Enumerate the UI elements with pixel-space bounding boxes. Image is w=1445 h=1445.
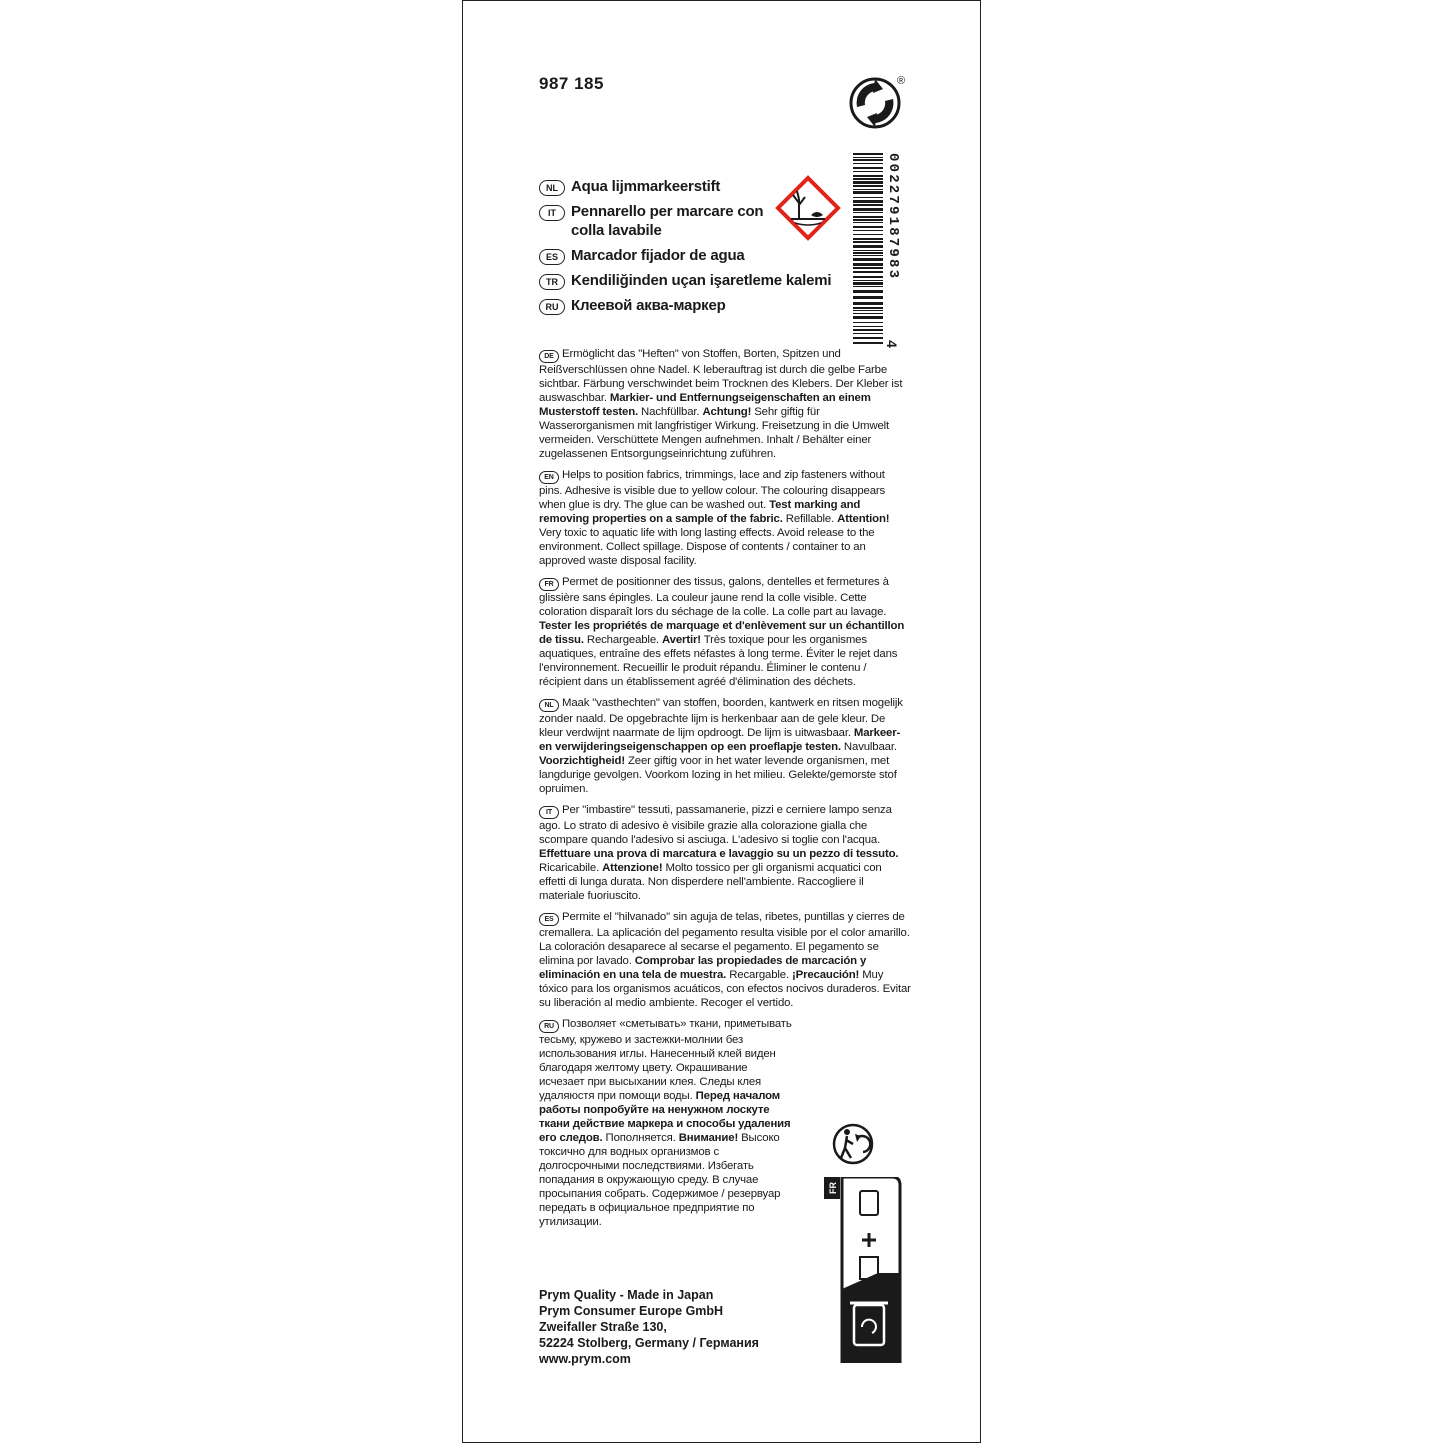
lang-badge: ES [539, 249, 565, 265]
lang-badge: ES [539, 913, 559, 926]
lang-badge: DE [539, 350, 559, 363]
product-name-tr: TR Kendiliğinden uçan işaretleme kalemi [539, 271, 799, 290]
triman-panel-label: FR [828, 1182, 838, 1194]
lang-badge: EN [539, 471, 559, 484]
lang-badge: TR [539, 274, 565, 290]
product-name-es: ES Marcador fijador de agua [539, 246, 799, 265]
description-ru: RU Позволяет «сметывать» ткани, приметывать тесьму, кружево и застежки-молнии без использования иглы. Нанесенный клей виден благодаря желтому цвету. Окрашивание исчезает при высыхании клея. Следы клея удаляюстя при помощи воды. Перед началом работы попробуйте на ненужном лоскуте ткани действие маркера и способы удаления его следов. Пополняется. Внимание! Высоко токсично для водных организмов с долгосрочными последствиями. Избегать попадания в окружающую среду. В случае просыпания собрать. Содержимое / резервуар передать в официальное предприятие по утилизации. [539, 1018, 792, 1228]
lang-badge: RU [539, 299, 565, 315]
product-name-nl: NL Aqua lijmmarkeerstift [539, 177, 799, 196]
description-en: EN Helps to position fabrics, trimmings, lace and zip fasteners without pins. Adhesive is visible due to yellow colour. The colouring disappears when glue is dry. The glue can be washed out. Test marking and removing properties on a sample of the fabric. Refillable. Attention! Very toxic to aquatic life with long lasting effects. Avoid release to the environment. Collect spillage. Dispose of contents / container to an approved waste disposal facility. [539, 469, 890, 567]
description-it: IT Per "imbastire" tessuti, passamanerie, pizzi e cerniere lampo senza ago. Lo strato di adesivo è visibile grazie alla colorazione gialla che scompare quando l'adesivo si asciuga. L'adesivo si toglie con l'acqua. Effettuare una prova di marcatura e lavaggio su un pezzo di tessuto. Ricaricabile. Attenzione! Molto tossico per gli organismi acquatici con effetti di lunga durata. Non disperdere nell'ambiente. Raccogliere il materiale fuoriuscito. [539, 804, 899, 902]
product-name-ru: RU Клеевой аква-маркер [539, 296, 799, 315]
triman-icon [831, 1118, 875, 1170]
description-fr: FR Permet de positionner des tissus, galons, dentelles et fermetures à glissière sans épingles. La couleur jaune rend la colle visible. Cette coloration disparaît lors du séchage de la colle. La colle part au lavage. Tester les propriétés de marquage et d'enlèvement sur un échantillon de tissu. Rechargeable. Avertir! Très toxique pour les organismes aquatiques, entraîne des effets néfastes à long terme. Éviter le rejet dans l'environnement. Recueillir le produit répandu. Éliminer le contenu / récipient dans un établissement agréé d'élimination des déchets. [539, 576, 905, 688]
manufacturer-info: Prym Quality - Made in Japan Prym Consumer Europe GmbH Zweifaller Straße 130, 52224 Stolberg, Germany / Германия www.prym.com [539, 1288, 759, 1366]
description-es: ES Permite el "hilvanado" sin aguja de telas, ribetes, puntillas y cierres de cremallera. La aplicación del pegamento resulta visible por el color amarillo. La coloración desaparece al secarse el pegamento. El pegamento se elimina por lavado. Comprobar las propiedades de marcación y eliminación en una tela de muestra. Recargable. ¡Precaución! Muy tóxico para los organismos acuáticos, con efectos nocivos duraderos. Evitar su liberación al medio ambiente. Recoger el vertido. [539, 911, 911, 1009]
lang-badge: NL [539, 180, 565, 196]
lang-badge: IT [539, 205, 565, 221]
barcode-first-digit: 4 [883, 340, 900, 348]
descriptions [539, 347, 911, 1236]
description-nl: NL Maak "vasthechten" van stoffen, boorden, kantwerk en ritsen mogelijk zonder naald. De opgebrachte lijm is herkenbaar aan de gele kleur. De kleur verdwijnt naarmate de lijm opdroogt. De lijm is uitwasbaar. Markeer- en verwijderingseigenschappen op een proeflapje testen. Navulbaar. Voorzichtigheid! Zeer giftig voor in het water levende organismen, met langdurige gevolgen. Voorkom lozing in het milieu. Gelekte/gemorste stof opruimen. [539, 697, 903, 795]
article-number: 987 185 [539, 74, 604, 93]
lang-badge: FR [539, 578, 559, 591]
ghs09-environment-hazard-icon [775, 175, 841, 241]
product-name-it: IT Pennarello per marcare con colla lavabile [539, 202, 799, 240]
registered-mark: ® [897, 75, 906, 87]
description-de: DE Ermöglicht das "Heften" von Stoffen, Borten, Spitzen und Reißverschlüssen ohne Nadel. K leberauftrag ist durch die gelbe Farbe sichtbar. Färbung verschwindet beim Trocknen des Klebers. Der Kleber ist auswaschbar. Markier- und Entfernungseigenschaften an einem Musterstoff testen. Nachfüllbar. Achtung! Sehr giftig für Wasserorganismen mit langfristiger Wirkung. Freisetzung in die Umwelt vermeiden. Verschüttete Mengen aufnehmen. Inhalt / Behälter einer zugelassenen Entsorgungseinrichtung zuführen. [539, 348, 903, 460]
product-label [462, 0, 981, 1443]
barcode-digits: 002279187983 [885, 153, 901, 281]
lang-badge: NL [539, 699, 559, 712]
website-link[interactable]: www.prym.com [539, 1352, 631, 1366]
sort-info-panel [820, 1177, 902, 1363]
lang-badge: RU [539, 1020, 559, 1033]
lang-badge: IT [539, 806, 559, 819]
product-names [539, 177, 832, 321]
green-dot-recycle-icon [849, 77, 901, 129]
